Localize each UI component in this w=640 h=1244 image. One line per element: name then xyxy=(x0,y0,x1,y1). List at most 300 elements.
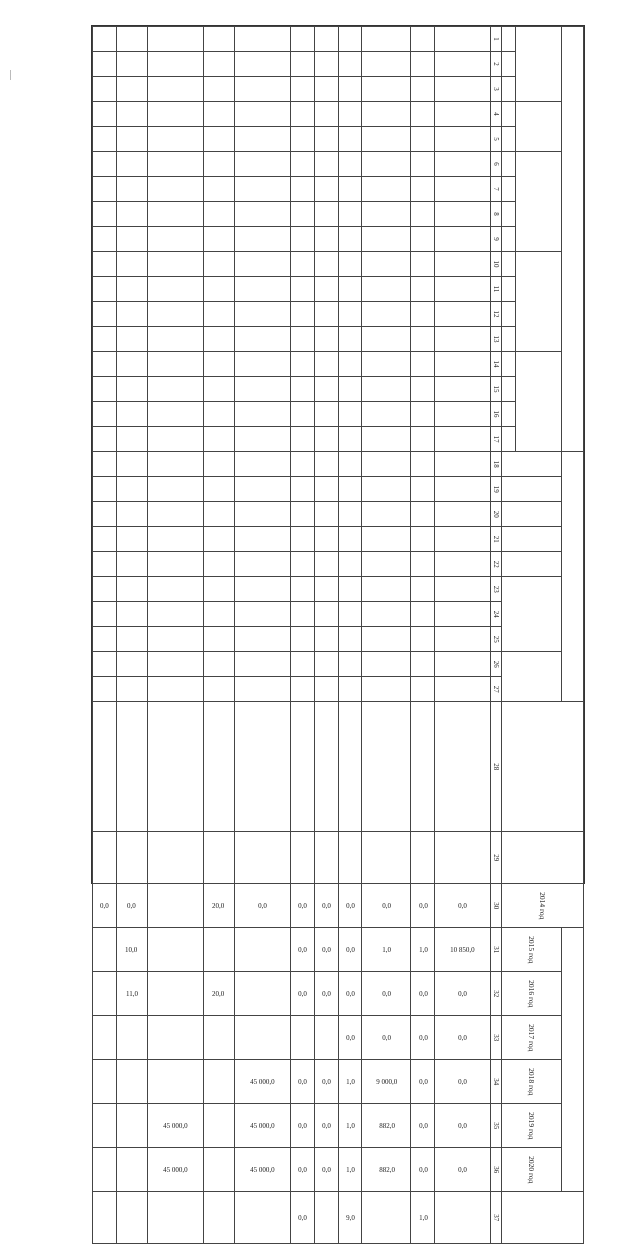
code-cell xyxy=(411,552,435,577)
table-row xyxy=(147,27,203,1244)
code-cell xyxy=(362,652,411,677)
column-number: 26 xyxy=(491,652,502,677)
column-number: 5 xyxy=(491,127,502,152)
value-year-cell: 20,0 xyxy=(203,972,234,1016)
code-cell xyxy=(93,77,117,102)
header-budget-leaf xyxy=(502,302,516,327)
code-cell xyxy=(116,527,147,552)
description-cell xyxy=(116,702,147,832)
code-cell xyxy=(411,52,435,77)
value-year-cell xyxy=(234,928,290,972)
code-cell xyxy=(234,77,290,102)
code-cell xyxy=(411,602,435,627)
code-cell xyxy=(93,602,117,627)
column-number: 35 xyxy=(491,1104,502,1148)
code-cell xyxy=(234,377,290,402)
column-number: 33 xyxy=(491,1016,502,1060)
code-cell xyxy=(147,477,203,502)
value-year-cell xyxy=(203,928,234,972)
value-year-cell xyxy=(203,1104,234,1148)
value-year-cell: 0,0 xyxy=(314,1148,338,1192)
code-cell xyxy=(116,577,147,602)
column-number: 20 xyxy=(491,502,502,527)
value-year-cell xyxy=(93,1148,117,1192)
code-cell xyxy=(93,327,117,352)
code-cell xyxy=(290,127,314,152)
code-cell xyxy=(338,277,362,302)
code-cell xyxy=(314,452,338,477)
value-2014-cell: 0,0 xyxy=(411,884,435,928)
header-budget-leaf xyxy=(502,377,516,402)
value-year-cell: 0,0 xyxy=(362,1016,411,1060)
code-cell xyxy=(411,77,435,102)
code-cell xyxy=(290,402,314,427)
column-number: 30 xyxy=(491,884,502,928)
code-cell xyxy=(411,152,435,177)
code-cell xyxy=(93,377,117,402)
column-number: 31 xyxy=(491,928,502,972)
unit-cell xyxy=(290,832,314,884)
code-cell xyxy=(411,377,435,402)
table-row xyxy=(362,27,411,1244)
value-year-cell: 0,0 xyxy=(290,1104,314,1148)
value-year-cell: 0,0 xyxy=(314,928,338,972)
code-cell xyxy=(116,177,147,202)
column-number: 19 xyxy=(491,477,502,502)
code-cell xyxy=(147,602,203,627)
code-cell xyxy=(203,277,234,302)
code-cell xyxy=(314,302,338,327)
value-year-cell: 45 000,0 xyxy=(147,1104,203,1148)
value-year-cell: 882,0 xyxy=(362,1148,411,1192)
description-cell xyxy=(435,702,491,832)
code-cell xyxy=(116,277,147,302)
value-year-cell: 0,0 xyxy=(290,1148,314,1192)
code-cell xyxy=(234,227,290,252)
header-analytic-sub xyxy=(502,652,562,702)
code-cell xyxy=(116,627,147,652)
code-cell xyxy=(362,252,411,277)
unit-cell xyxy=(203,832,234,884)
code-cell xyxy=(93,27,117,52)
code-cell xyxy=(93,252,117,277)
unit-cell xyxy=(147,832,203,884)
column-number: 13 xyxy=(491,327,502,352)
header-budget-leaf xyxy=(502,352,516,377)
code-cell xyxy=(338,477,362,502)
code-cell xyxy=(314,52,338,77)
column-number: 36 xyxy=(491,1148,502,1192)
code-cell xyxy=(147,27,203,52)
header-analytic-sub xyxy=(502,452,562,477)
value-year-cell: 0,0 xyxy=(435,1104,491,1148)
code-cell xyxy=(93,202,117,227)
code-cell xyxy=(362,402,411,427)
code-cell xyxy=(203,302,234,327)
value-year-cell xyxy=(93,972,117,1016)
code-cell xyxy=(314,327,338,352)
code-cell xyxy=(203,352,234,377)
code-cell xyxy=(116,152,147,177)
code-cell xyxy=(411,252,435,277)
unit-cell xyxy=(435,832,491,884)
code-cell xyxy=(203,602,234,627)
code-cell xyxy=(362,202,411,227)
final-value-cell xyxy=(93,1192,117,1244)
column-number: 11 xyxy=(491,277,502,302)
code-cell xyxy=(93,527,117,552)
code-cell xyxy=(314,552,338,577)
code-cell xyxy=(116,102,147,127)
final-value-cell: 1,0 xyxy=(411,1192,435,1244)
header-unit xyxy=(502,832,584,884)
code-cell xyxy=(362,277,411,302)
code-cell xyxy=(435,452,491,477)
column-number: 34 xyxy=(491,1060,502,1104)
code-cell xyxy=(147,552,203,577)
column-number: 28 xyxy=(491,702,502,832)
value-year-cell: 9 000,0 xyxy=(362,1060,411,1104)
code-cell xyxy=(314,377,338,402)
value-year-cell: 0,0 xyxy=(290,928,314,972)
header-budget-leaf xyxy=(502,327,516,352)
value-year-cell xyxy=(203,1060,234,1104)
code-cell xyxy=(93,302,117,327)
code-cell xyxy=(116,77,147,102)
code-cell xyxy=(93,627,117,652)
code-cell xyxy=(338,552,362,577)
code-cell xyxy=(203,77,234,102)
code-cell xyxy=(362,352,411,377)
value-year-cell xyxy=(116,1148,147,1192)
value-year-cell: 0,0 xyxy=(314,972,338,1016)
code-cell xyxy=(147,652,203,677)
code-cell xyxy=(435,152,491,177)
code-cell xyxy=(411,402,435,427)
value-year-cell xyxy=(93,1104,117,1148)
code-cell xyxy=(147,277,203,302)
code-cell xyxy=(116,677,147,702)
code-cell xyxy=(435,202,491,227)
value-year-cell xyxy=(93,1060,117,1104)
code-cell xyxy=(362,302,411,327)
code-cell xyxy=(116,427,147,452)
code-cell xyxy=(314,102,338,127)
code-cell xyxy=(93,152,117,177)
code-cell xyxy=(290,627,314,652)
code-cell xyxy=(234,52,290,77)
code-cell xyxy=(147,327,203,352)
value-year-cell xyxy=(147,972,203,1016)
code-cell xyxy=(93,227,117,252)
code-cell xyxy=(362,677,411,702)
code-cell xyxy=(147,302,203,327)
column-number: 23 xyxy=(491,577,502,602)
value-year-cell: 0,0 xyxy=(338,928,362,972)
final-value-cell xyxy=(314,1192,338,1244)
code-cell xyxy=(435,27,491,52)
code-cell xyxy=(290,552,314,577)
code-cell xyxy=(338,577,362,602)
unit-cell xyxy=(234,832,290,884)
header-budget-leaf xyxy=(502,27,516,52)
code-cell xyxy=(290,152,314,177)
code-cell xyxy=(234,327,290,352)
code-cell xyxy=(290,502,314,527)
value-year-cell: 10,0 xyxy=(116,928,147,972)
code-cell xyxy=(234,302,290,327)
code-cell xyxy=(203,652,234,677)
table-row xyxy=(116,27,147,1244)
code-cell xyxy=(435,552,491,577)
code-cell xyxy=(314,627,338,652)
code-cell xyxy=(411,327,435,352)
value-2014-cell: 0,0 xyxy=(234,884,290,928)
value-year-cell: 1,0 xyxy=(411,928,435,972)
code-cell xyxy=(435,227,491,252)
value-year-cell: 11,0 xyxy=(116,972,147,1016)
code-cell xyxy=(435,377,491,402)
value-year-cell: 0,0 xyxy=(435,1148,491,1192)
final-value-cell xyxy=(203,1192,234,1244)
value-year-cell xyxy=(147,1016,203,1060)
header-analytic-sub xyxy=(502,577,562,652)
code-cell xyxy=(314,252,338,277)
header-budget-sub xyxy=(516,152,562,252)
code-cell xyxy=(338,52,362,77)
code-cell xyxy=(314,477,338,502)
code-cell xyxy=(116,52,147,77)
code-cell xyxy=(93,677,117,702)
code-cell xyxy=(203,252,234,277)
code-cell xyxy=(411,577,435,602)
code-cell xyxy=(116,502,147,527)
code-cell xyxy=(338,627,362,652)
code-cell xyxy=(411,477,435,502)
code-cell xyxy=(116,302,147,327)
value-year-cell: 45 000,0 xyxy=(234,1104,290,1148)
header-analytic-sub xyxy=(502,502,562,527)
value-year-cell: 45 000,0 xyxy=(234,1148,290,1192)
code-cell xyxy=(116,377,147,402)
code-cell xyxy=(290,652,314,677)
value-year-cell xyxy=(203,1016,234,1060)
code-cell xyxy=(411,502,435,527)
code-cell xyxy=(203,502,234,527)
description-cell xyxy=(234,702,290,832)
header-budget-codes xyxy=(562,27,584,452)
code-cell xyxy=(203,52,234,77)
code-cell xyxy=(93,127,117,152)
column-number: 4 xyxy=(491,102,502,127)
column-number: 21 xyxy=(491,527,502,552)
table-body xyxy=(93,27,491,1244)
code-cell xyxy=(203,177,234,202)
code-cell xyxy=(314,202,338,227)
value-year-cell xyxy=(234,1016,290,1060)
code-cell xyxy=(314,352,338,377)
code-cell xyxy=(147,377,203,402)
description-cell xyxy=(362,702,411,832)
code-cell xyxy=(116,27,147,52)
code-cell xyxy=(147,452,203,477)
code-cell xyxy=(411,227,435,252)
code-cell xyxy=(362,152,411,177)
column-number: 12 xyxy=(491,302,502,327)
header-analytic-sub xyxy=(502,552,562,577)
code-cell xyxy=(147,127,203,152)
column-number: 18 xyxy=(491,452,502,477)
table-row xyxy=(234,27,290,1244)
code-cell xyxy=(116,652,147,677)
code-cell xyxy=(203,677,234,702)
code-cell xyxy=(411,627,435,652)
code-cell xyxy=(234,652,290,677)
code-cell xyxy=(362,552,411,577)
header-budget-leaf xyxy=(502,402,516,427)
code-cell xyxy=(435,302,491,327)
code-cell xyxy=(147,577,203,602)
code-cell xyxy=(290,352,314,377)
value-year-cell: 0,0 xyxy=(290,972,314,1016)
code-cell xyxy=(338,102,362,127)
code-cell xyxy=(435,77,491,102)
code-cell xyxy=(338,327,362,352)
value-year-cell: 0,0 xyxy=(338,972,362,1016)
code-cell xyxy=(93,577,117,602)
column-number: 32 xyxy=(491,972,502,1016)
column-number: 27 xyxy=(491,677,502,702)
value-year-cell xyxy=(93,928,117,972)
final-value-cell xyxy=(234,1192,290,1244)
code-cell xyxy=(411,277,435,302)
code-cell xyxy=(314,27,338,52)
header-budget-leaf xyxy=(502,152,516,177)
unit-cell xyxy=(411,832,435,884)
description-cell xyxy=(411,702,435,832)
scan-mark-left xyxy=(10,70,11,80)
code-cell xyxy=(435,652,491,677)
code-cell xyxy=(147,102,203,127)
code-cell xyxy=(147,52,203,77)
code-cell xyxy=(435,527,491,552)
value-2014-cell: 0,0 xyxy=(435,884,491,928)
code-cell xyxy=(290,452,314,477)
code-cell xyxy=(338,177,362,202)
code-cell xyxy=(290,27,314,52)
table-row xyxy=(411,27,435,1244)
header-budget-leaf xyxy=(502,277,516,302)
value-year-cell xyxy=(290,1016,314,1060)
value-year-cell: 882,0 xyxy=(362,1104,411,1148)
column-number-row xyxy=(491,27,502,1244)
value-year-cell: 0,0 xyxy=(411,1060,435,1104)
header-budget-leaf xyxy=(502,127,516,152)
code-cell xyxy=(290,77,314,102)
code-cell xyxy=(435,427,491,452)
column-number: 22 xyxy=(491,552,502,577)
code-cell xyxy=(234,477,290,502)
code-cell xyxy=(290,427,314,452)
table-row xyxy=(203,27,234,1244)
code-cell xyxy=(411,677,435,702)
code-cell xyxy=(234,102,290,127)
code-cell xyxy=(411,202,435,227)
code-cell xyxy=(203,102,234,127)
value-year-cell xyxy=(116,1060,147,1104)
code-cell xyxy=(435,277,491,302)
code-cell xyxy=(116,127,147,152)
value-year-cell: 0,0 xyxy=(362,972,411,1016)
code-cell xyxy=(116,452,147,477)
code-cell xyxy=(338,352,362,377)
code-cell xyxy=(147,202,203,227)
code-cell xyxy=(411,452,435,477)
code-cell xyxy=(314,277,338,302)
code-cell xyxy=(338,427,362,452)
description-cell xyxy=(93,702,117,832)
value-year-cell: 0,0 xyxy=(435,1060,491,1104)
column-number: 2 xyxy=(491,52,502,77)
table-row xyxy=(290,27,314,1244)
code-cell xyxy=(338,502,362,527)
code-cell xyxy=(411,177,435,202)
header-budget-leaf xyxy=(502,102,516,127)
code-cell xyxy=(362,102,411,127)
header-budget-leaf xyxy=(502,427,516,452)
code-cell xyxy=(314,402,338,427)
value-year-cell: 1,0 xyxy=(338,1060,362,1104)
final-value-cell xyxy=(435,1192,491,1244)
code-cell xyxy=(234,677,290,702)
code-cell xyxy=(203,577,234,602)
value-year-cell: 0,0 xyxy=(411,1016,435,1060)
value-2014-cell: 20,0 xyxy=(203,884,234,928)
code-cell xyxy=(435,52,491,77)
code-cell xyxy=(93,477,117,502)
code-cell xyxy=(234,627,290,652)
code-cell xyxy=(203,327,234,352)
value-year-cell: 0,0 xyxy=(314,1104,338,1148)
code-cell xyxy=(362,227,411,252)
code-cell xyxy=(435,177,491,202)
code-cell xyxy=(314,602,338,627)
header-budget-leaf xyxy=(502,77,516,102)
code-cell xyxy=(93,427,117,452)
code-cell xyxy=(362,327,411,352)
header-analytic-codes xyxy=(562,452,584,702)
code-cell xyxy=(338,377,362,402)
code-cell xyxy=(93,652,117,677)
code-cell xyxy=(234,402,290,427)
code-cell xyxy=(147,352,203,377)
value-year-cell xyxy=(314,1016,338,1060)
code-cell xyxy=(234,152,290,177)
code-cell xyxy=(338,677,362,702)
code-cell xyxy=(147,77,203,102)
code-cell xyxy=(338,27,362,52)
column-number: 8 xyxy=(491,202,502,227)
column-number: 3 xyxy=(491,77,502,102)
value-2014-cell: 0,0 xyxy=(338,884,362,928)
value-2014-cell: 0,0 xyxy=(362,884,411,928)
table-row xyxy=(93,27,117,1244)
code-cell xyxy=(314,127,338,152)
code-cell xyxy=(234,452,290,477)
value-year-cell xyxy=(116,1016,147,1060)
value-year-cell: 0,0 xyxy=(290,1060,314,1104)
header-analytic-sub xyxy=(502,527,562,552)
